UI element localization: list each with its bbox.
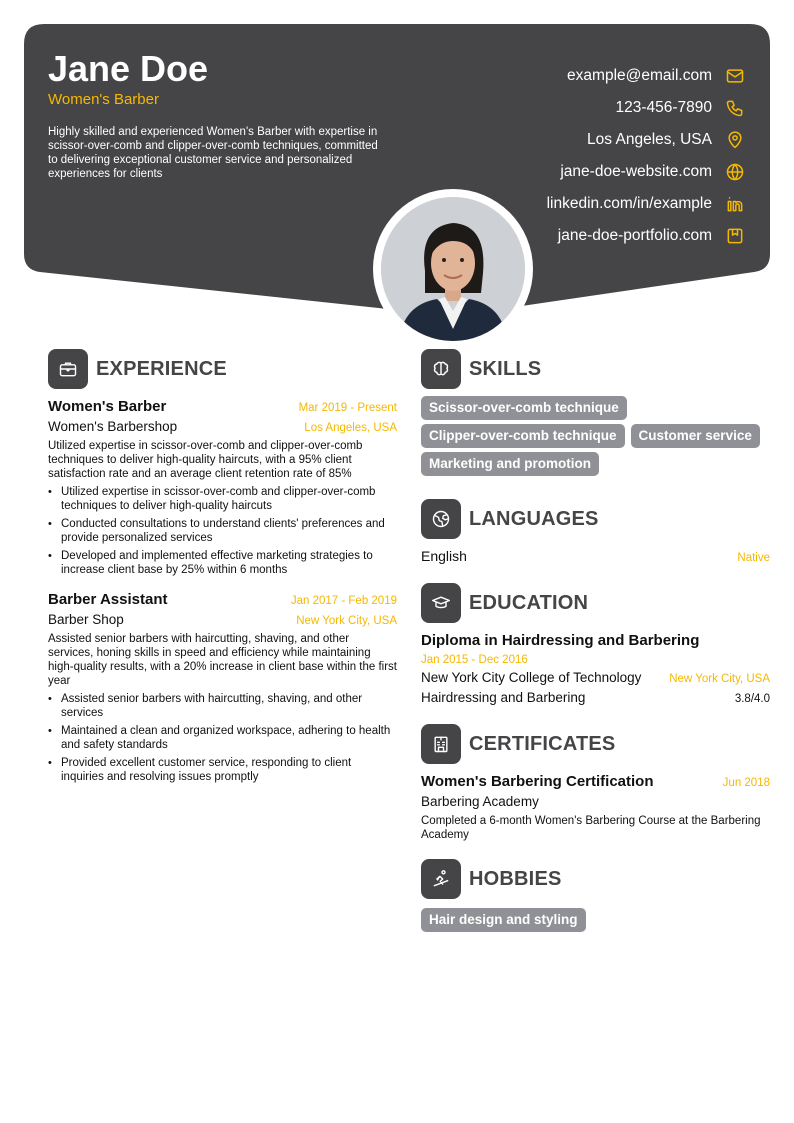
experience-title: EXPERIENCE bbox=[96, 357, 227, 380]
location-text: Los Angeles, USA bbox=[587, 131, 712, 148]
degree-title: Diploma in Hairdressing and Barbering bbox=[421, 632, 700, 649]
certificate-description: Completed a 6-month Women's Barbering Course at the Barbering Academy bbox=[421, 815, 761, 841]
job-title: Barber Assistant bbox=[48, 591, 168, 608]
experience-item bbox=[48, 591, 397, 784]
portfolio-icon bbox=[724, 225, 746, 247]
school-name: New York City College of Technology bbox=[421, 670, 642, 685]
hobbies-title: HOBBIES bbox=[469, 867, 562, 890]
right-column bbox=[421, 348, 770, 932]
education-date: Jan 2015 - Dec 2016 bbox=[421, 654, 528, 666]
experience-item bbox=[48, 398, 397, 577]
job-title: Women's Barber bbox=[48, 398, 167, 415]
phone-text[interactable]: 123-456-7890 bbox=[615, 99, 712, 116]
gpa-value: 3.8/4.0 bbox=[734, 693, 770, 705]
job-date: Mar 2019 - Present bbox=[298, 402, 397, 414]
field-of-study: Hairdressing and Barbering bbox=[421, 690, 586, 705]
certificates-title: CERTIFICATES bbox=[469, 732, 616, 755]
certificate-date: Jun 2018 bbox=[722, 777, 770, 789]
language-name: English bbox=[421, 548, 467, 564]
email-text[interactable]: example@email.com bbox=[567, 67, 712, 84]
website-text[interactable]: jane-doe-website.com bbox=[560, 163, 712, 180]
candidate-name: Jane Doe bbox=[48, 48, 209, 89]
left-column bbox=[48, 348, 397, 788]
education-header bbox=[421, 582, 770, 624]
contact-phone[interactable] bbox=[450, 92, 770, 124]
brain-icon bbox=[421, 349, 461, 389]
job-description: Assisted senior barbers with haircutting, shaving, and other services, honing skills in speed and efficiency while maintaining high-quality results, with a 20% increase in client base within the first year bbox=[48, 633, 398, 687]
mail-icon bbox=[724, 65, 746, 87]
skill-chip: Scissor-over-comb technique bbox=[421, 396, 627, 420]
job-description: Utilized expertise in scissor-over-comb and clipper-over-comb techniques to deliver high-quality haircuts, with a 95% client satisfaction rate and an average client retention rate of 85% bbox=[48, 440, 363, 480]
skiing-icon bbox=[421, 859, 461, 899]
job-location: New York City, USA bbox=[296, 615, 397, 627]
briefcase-icon bbox=[48, 349, 88, 389]
bullet-item: • Assisted senior barbers with haircutting, shaving, and other services bbox=[48, 692, 397, 720]
hobby-chip: Hair design and styling bbox=[421, 908, 586, 932]
certificate-name: Women's Barbering Certification bbox=[421, 773, 654, 790]
education-title: EDUCATION bbox=[469, 591, 589, 614]
experience-header bbox=[48, 348, 397, 390]
phone-icon bbox=[724, 97, 746, 119]
profile-summary: Highly skilled and experienced Women's Barber with expertise in scissor-over-comb and clipper-over-comb techniques, committed to delivering exceptional customer service and personalized experiences for clients bbox=[48, 126, 378, 180]
contact-email[interactable] bbox=[450, 60, 770, 92]
location-pin-icon bbox=[724, 129, 746, 151]
job-date: Jan 2017 - Feb 2019 bbox=[290, 595, 397, 607]
portfolio-text[interactable]: jane-doe-portfolio.com bbox=[557, 227, 712, 244]
hobbies-list bbox=[421, 908, 770, 932]
graduation-cap-icon bbox=[421, 583, 461, 623]
language-level: Native bbox=[737, 552, 770, 564]
linkedin-icon bbox=[724, 193, 746, 215]
bullet-item: • Provided excellent customer service, responding to client inquiries and resolving issues promptly bbox=[48, 756, 397, 784]
job-bullets bbox=[48, 485, 397, 577]
bullet-item: • Conducted consultations to understand clients' preferences and provide personalized services bbox=[48, 517, 397, 545]
hobbies-header bbox=[421, 858, 770, 900]
globe-icon bbox=[421, 499, 461, 539]
job-location: Los Angeles, USA bbox=[304, 422, 397, 434]
education-item bbox=[421, 632, 770, 705]
certificate-issuer: Barbering Academy bbox=[421, 794, 539, 809]
job-bullets bbox=[48, 692, 397, 784]
profile-photo bbox=[381, 197, 525, 341]
linkedin-text[interactable]: linkedin.com/in/example bbox=[546, 195, 712, 212]
globe-icon bbox=[724, 161, 746, 183]
contact-location bbox=[450, 124, 770, 156]
contact-website[interactable] bbox=[450, 156, 770, 188]
skill-chip: Clipper-over-comb technique bbox=[421, 424, 625, 448]
school-location: New York City, USA bbox=[669, 673, 770, 685]
certificates-header bbox=[421, 723, 770, 765]
languages-title: LANGUAGES bbox=[469, 507, 599, 530]
company-name: Barber Shop bbox=[48, 612, 124, 627]
skills-title: SKILLS bbox=[469, 357, 542, 380]
certificate-icon bbox=[421, 724, 461, 764]
bullet-item: • Maintained a clean and organized workspace, adhering to health and safety standards bbox=[48, 724, 397, 752]
certificate-item bbox=[421, 773, 770, 842]
bullet-item: • Utilized expertise in scissor-over-comb and clipper-over-comb techniques to deliver high-quality haircuts bbox=[48, 485, 397, 513]
skill-chip: Customer service bbox=[631, 424, 760, 448]
skills-list bbox=[421, 396, 761, 476]
languages-header bbox=[421, 498, 770, 540]
candidate-role: Women's Barber bbox=[48, 91, 159, 108]
skills-header bbox=[421, 348, 770, 390]
language-item bbox=[421, 548, 770, 564]
skill-chip: Marketing and promotion bbox=[421, 452, 599, 476]
bullet-item: • Developed and implemented effective marketing strategies to increase client base by 25% within 6 months bbox=[48, 549, 397, 577]
company-name: Women's Barbershop bbox=[48, 419, 178, 434]
